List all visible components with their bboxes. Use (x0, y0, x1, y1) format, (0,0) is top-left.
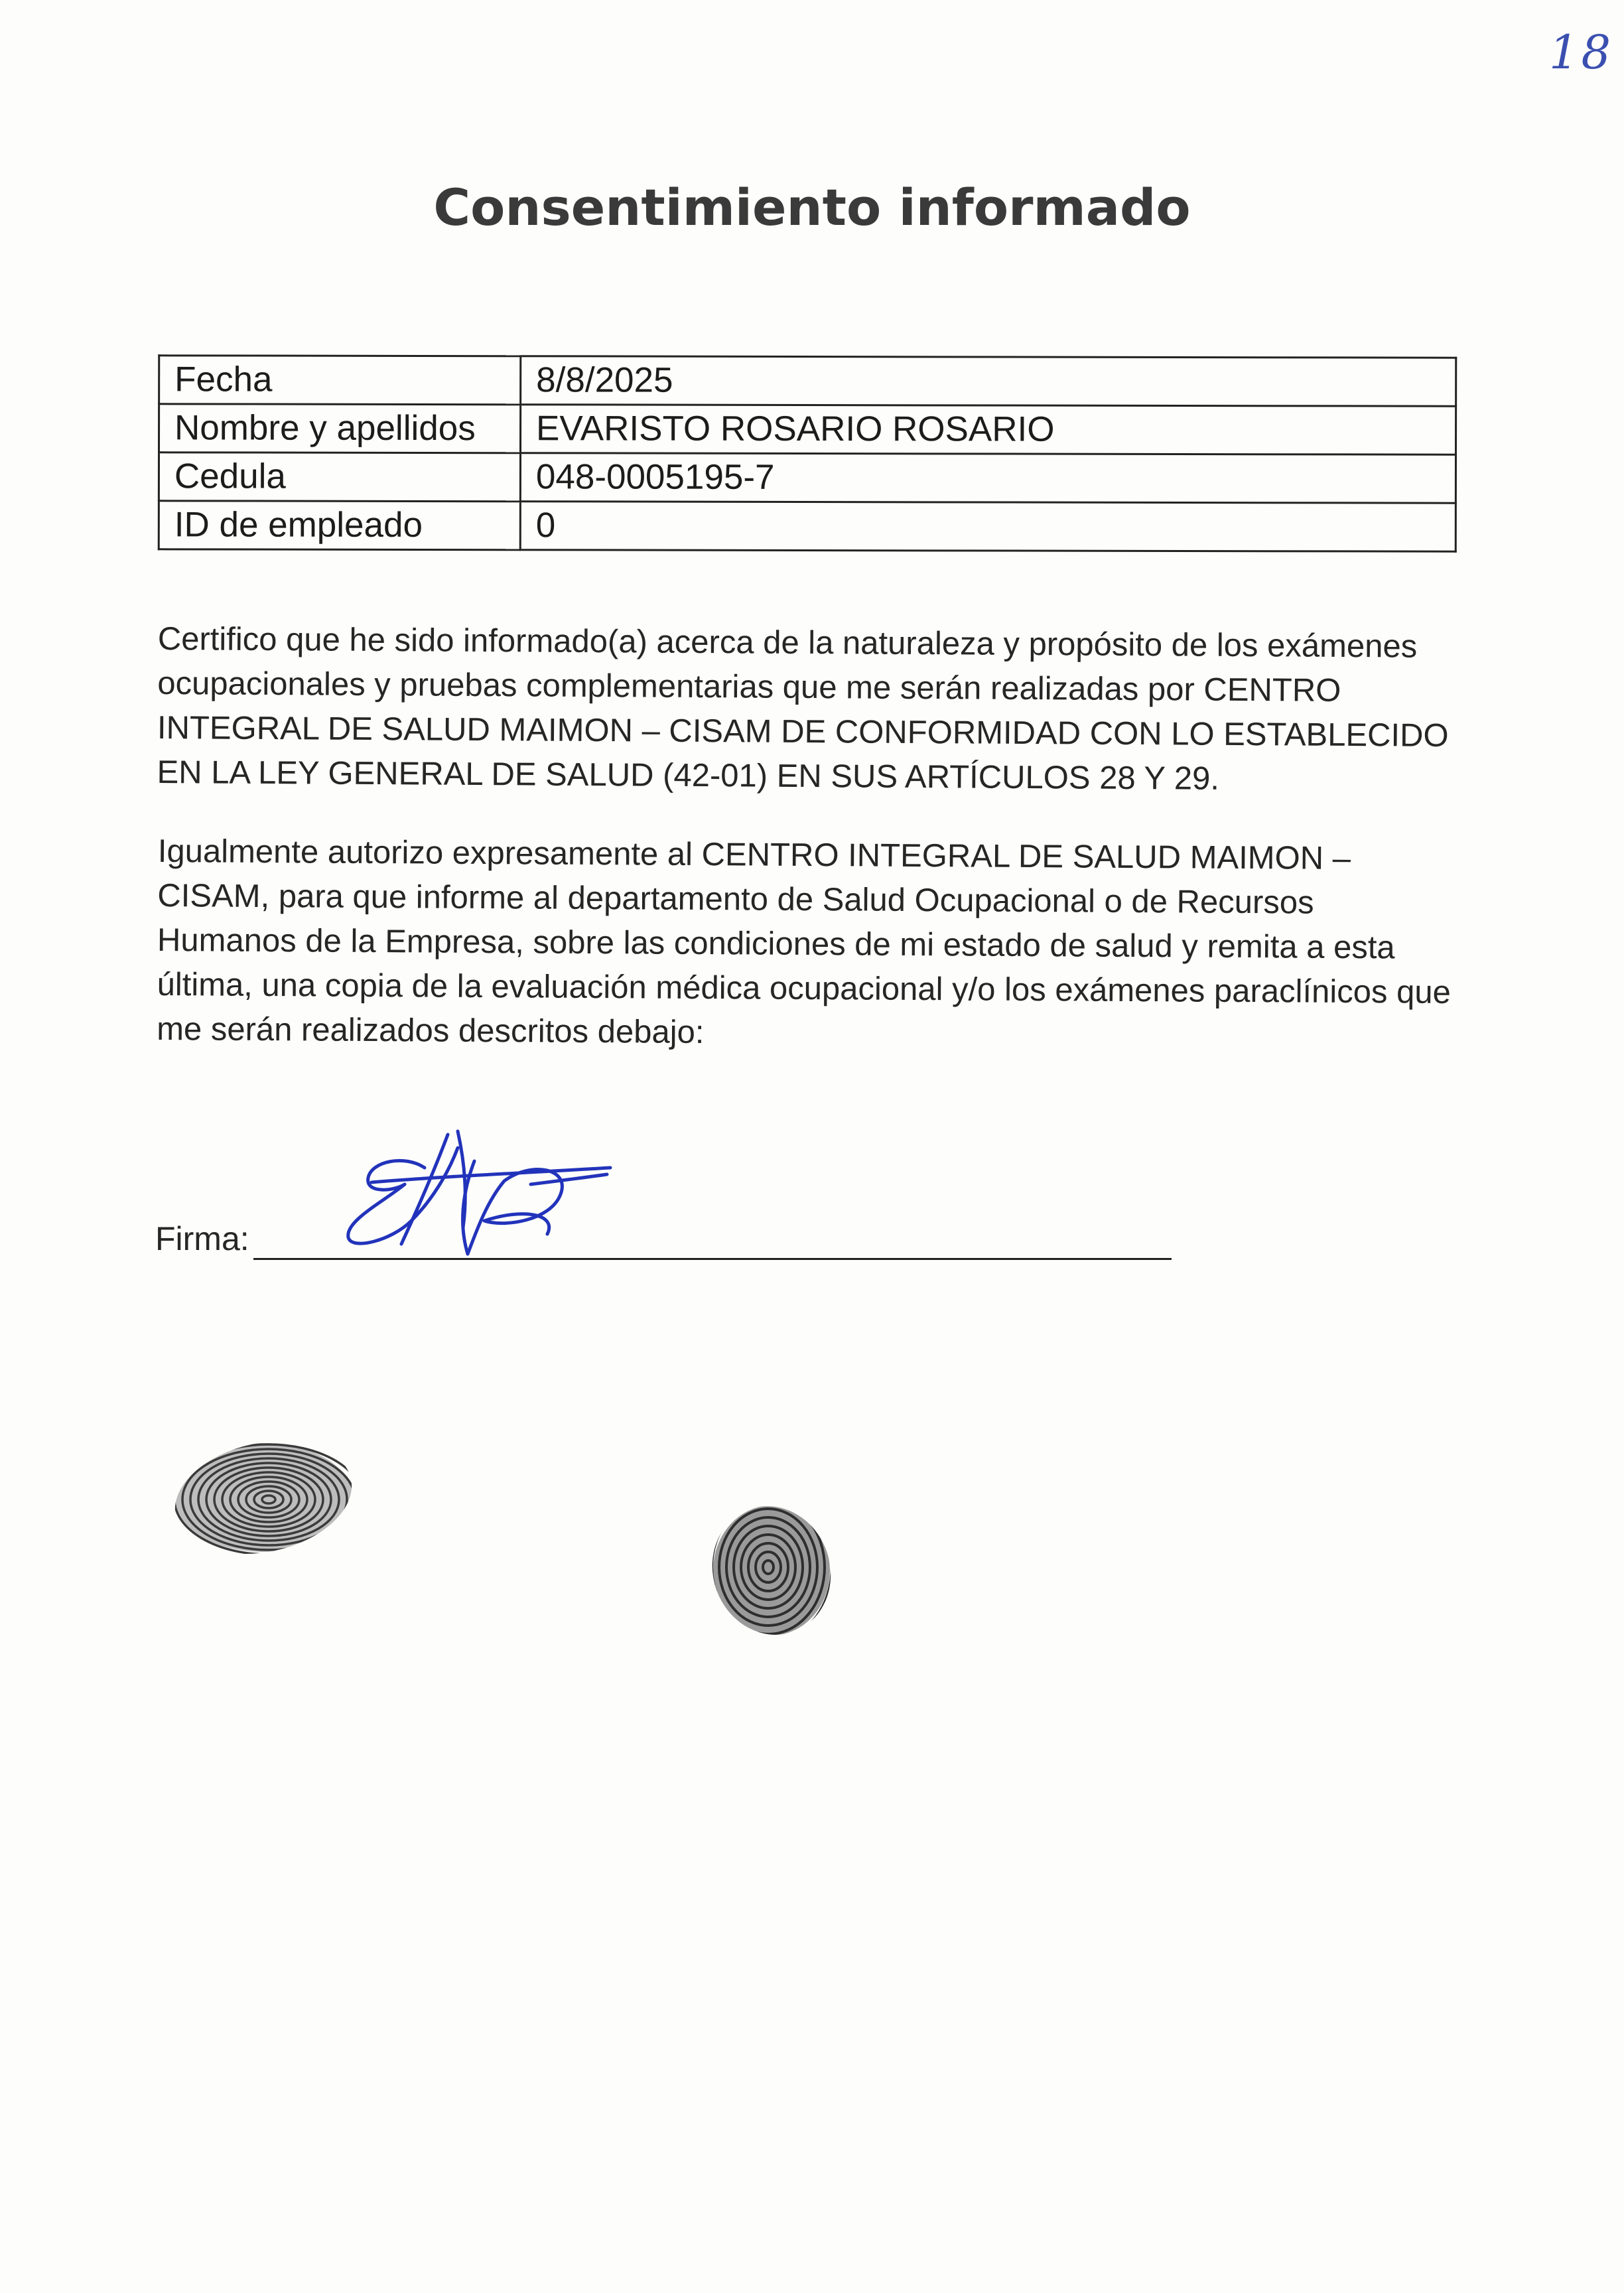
field-value: 048-0005195-7 (520, 453, 1455, 503)
field-value: EVARISTO ROSARIO ROSARIO (521, 405, 1456, 454)
table-row (159, 501, 1455, 551)
table-row (159, 404, 1456, 454)
authorization-paragraph: Igualmente autorizo expresamente al CENTRO INTEGRAL DE SALUD MAIMON – CISAM, para que informe al departamento de Salud Ocupacional o de Recursos Humanos de la Empresa, sobre las condiciones de mi estado de salud y remita a esta última, una copia de la evaluación médica ocupacional y/o los exámenes paraclínicos que me serán realizados descritos debajo: (156, 833, 1451, 1051)
left-fingerprint (169, 1436, 358, 1559)
field-label: Cedula (159, 452, 520, 502)
table-row (159, 356, 1456, 406)
field-value: 8/8/2025 (521, 356, 1456, 406)
personal-info-table (158, 354, 1457, 552)
page-number: 18 (1549, 25, 1614, 80)
handwritten-signature (332, 1121, 624, 1274)
certification-paragraph: Certifico que he sido informado(a) acerca de la naturaleza y propósito de los exámenes ocupacionales y pruebas complementarias que me serán realizadas por CENTRO INTEGRAL DE SALUD MAIMON – CISAM DE CONFORMIDAD CON LO ESTABLECIDO EN LA LEY GENERAL DE SALUD (42-01) EN SUS ARTÍCULOS 28 Y 29. (157, 620, 1449, 797)
field-label: ID de empleado (159, 501, 520, 550)
field-label: Fecha (159, 356, 521, 405)
document-title: Consentimiento informado (433, 178, 1191, 237)
field-value: 0 (520, 502, 1455, 551)
right-fingerprint (702, 1501, 841, 1640)
field-label: Nombre y apellidos (159, 404, 521, 453)
signature-label: Firma: (155, 1220, 249, 1257)
table-row (159, 452, 1455, 503)
